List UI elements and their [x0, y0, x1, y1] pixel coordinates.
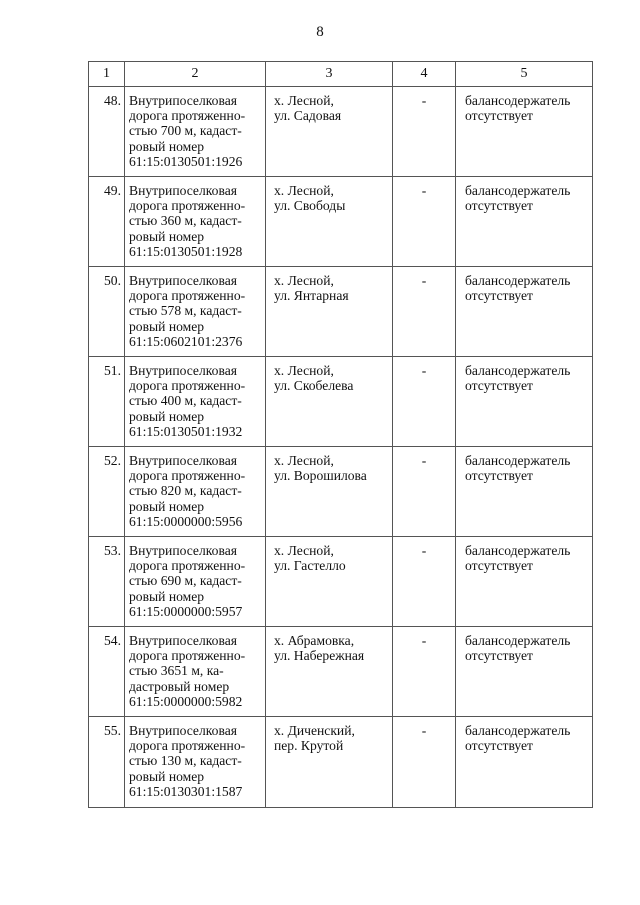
- object-name-line: ровый номер: [129, 588, 205, 604]
- address-cell: [266, 87, 393, 177]
- balance-holder-cell: [456, 177, 593, 267]
- object-name-line: Внутрипоселковая: [129, 543, 237, 558]
- balance-holder-line: балансодержатель: [465, 543, 571, 558]
- object-name-line: 61:15:0130501:1926: [129, 153, 243, 169]
- table-header-row: [89, 62, 593, 87]
- balance-holder-line: отсутствует: [465, 378, 534, 394]
- object-name-cell: [125, 537, 266, 627]
- object-name-line: стью 820 м, кадаст-: [129, 483, 242, 499]
- object-name-line: Внутрипоселковая: [129, 273, 237, 288]
- object-name-cell: [125, 447, 266, 537]
- address-line: ул. Скобелева: [274, 378, 354, 394]
- object-name-line: дорога протяженно-: [129, 738, 246, 754]
- object-name-cell: [125, 717, 266, 808]
- object-name-line: стью 130 м, кадаст-: [129, 753, 242, 769]
- balance-holder-line: балансодержатель: [465, 183, 571, 198]
- object-name-line: дорога протяженно-: [129, 288, 246, 304]
- object-name-line: дастровый номер: [129, 678, 230, 694]
- address-line: ул. Садовая: [274, 108, 342, 124]
- object-name-line: стью 360 м, кадаст-: [129, 213, 242, 229]
- balance-holder-line: балансодержатель: [465, 723, 571, 738]
- object-name-line: ровый номер: [129, 768, 205, 784]
- object-name-line: стью 700 м, кадаст-: [129, 123, 242, 139]
- object-name-line: дорога протяженно-: [129, 648, 246, 664]
- object-name-line: Внутрипоселковая: [129, 183, 237, 198]
- object-name-line: Внутрипоселковая: [129, 633, 237, 648]
- table-row: [89, 627, 593, 717]
- balance-holder-line: балансодержатель: [465, 453, 571, 468]
- object-name-line: 61:15:0130501:1928: [129, 243, 243, 259]
- balance-holder-line: балансодержатель: [465, 93, 571, 108]
- object-name-cell: [125, 87, 266, 177]
- column-4-cell: -: [393, 537, 456, 627]
- row-number: 48.: [89, 87, 125, 177]
- table-row: [89, 537, 593, 627]
- object-name-line: дорога протяженно-: [129, 558, 246, 574]
- row-number: 52.: [89, 447, 125, 537]
- address-line: х. Абрамовка,: [274, 633, 355, 648]
- address-line: ул. Ворошилова: [274, 468, 367, 484]
- address-line: х. Лесной,: [274, 93, 334, 108]
- address-cell: [266, 537, 393, 627]
- object-name-cell: [125, 357, 266, 447]
- object-name-line: ровый номер: [129, 318, 205, 334]
- balance-holder-line: отсутствует: [465, 198, 534, 214]
- column-header-3: 3: [266, 62, 393, 87]
- object-name-line: дорога протяженно-: [129, 108, 246, 124]
- object-name-line: Внутрипоселковая: [129, 363, 237, 378]
- table-body: [89, 87, 593, 808]
- address-line: х. Лесной,: [274, 273, 334, 288]
- column-4-cell: -: [393, 627, 456, 717]
- address-line: ул. Гастелло: [274, 558, 346, 574]
- balance-holder-line: балансодержатель: [465, 273, 571, 288]
- object-name-cell: [125, 267, 266, 357]
- table-row: [89, 357, 593, 447]
- balance-holder-line: балансодержатель: [465, 633, 571, 648]
- column-header-2: 2: [125, 62, 266, 87]
- balance-holder-line: отсутствует: [465, 288, 534, 304]
- object-name-line: стью 690 м, кадаст-: [129, 573, 242, 589]
- address-line: ул. Набережная: [274, 648, 365, 664]
- object-name-line: стью 3651 м, ка-: [129, 663, 224, 679]
- row-number: 53.: [89, 537, 125, 627]
- object-name-line: ровый номер: [129, 138, 205, 154]
- balance-holder-cell: [456, 87, 593, 177]
- balance-holder-cell: [456, 537, 593, 627]
- row-number: 49.: [89, 177, 125, 267]
- object-name-line: ровый номер: [129, 228, 205, 244]
- address-line: х. Лесной,: [274, 363, 334, 378]
- balance-holder-cell: [456, 267, 593, 357]
- address-cell: [266, 627, 393, 717]
- object-name-line: Внутрипоселковая: [129, 93, 237, 108]
- address-line: х. Лесной,: [274, 183, 334, 198]
- object-name-line: 61:15:0130501:1932: [129, 423, 243, 439]
- object-name-line: 61:15:0000000:5957: [129, 603, 243, 619]
- row-number: 51.: [89, 357, 125, 447]
- object-name-line: 61:15:0130301:1587: [129, 783, 243, 799]
- object-name-line: 61:15:0602101:2376: [129, 333, 243, 349]
- address-cell: [266, 267, 393, 357]
- table-row: [89, 717, 593, 808]
- address-line: пер. Крутой: [274, 738, 344, 754]
- table-row: [89, 87, 593, 177]
- row-number: 54.: [89, 627, 125, 717]
- address-line: ул. Янтарная: [274, 288, 349, 304]
- balance-holder-cell: [456, 627, 593, 717]
- column-4-cell: -: [393, 267, 456, 357]
- property-registry-table: [88, 61, 593, 808]
- row-number: 50.: [89, 267, 125, 357]
- balance-holder-line: отсутствует: [465, 468, 534, 484]
- column-header-4: 4: [393, 62, 456, 87]
- balance-holder-line: балансодержатель: [465, 363, 571, 378]
- page-number: 8: [316, 24, 324, 40]
- column-header-5: 5: [456, 62, 593, 87]
- column-4-cell: -: [393, 177, 456, 267]
- object-name-cell: [125, 627, 266, 717]
- balance-holder-line: отсутствует: [465, 648, 534, 664]
- address-cell: [266, 357, 393, 447]
- object-name-line: Внутрипоселковая: [129, 453, 237, 468]
- balance-holder-cell: [456, 357, 593, 447]
- balance-holder-cell: [456, 717, 593, 808]
- column-4-cell: -: [393, 87, 456, 177]
- balance-holder-line: отсутствует: [465, 558, 534, 574]
- row-number: 55.: [89, 717, 125, 808]
- address-cell: [266, 177, 393, 267]
- balance-holder-line: отсутствует: [465, 108, 534, 124]
- object-name-line: стью 578 м, кадаст-: [129, 303, 242, 319]
- balance-holder-line: отсутствует: [465, 738, 534, 754]
- balance-holder-cell: [456, 447, 593, 537]
- column-4-cell: -: [393, 447, 456, 537]
- object-name-line: Внутрипоселковая: [129, 723, 237, 738]
- address-cell: [266, 447, 393, 537]
- address-line: ул. Свободы: [274, 198, 346, 214]
- table-row: [89, 447, 593, 537]
- address-cell: [266, 717, 393, 808]
- object-name-line: 61:15:0000000:5956: [129, 513, 243, 529]
- address-line: х. Лесной,: [274, 543, 334, 558]
- column-4-cell: -: [393, 717, 456, 808]
- object-name-line: ровый номер: [129, 408, 205, 424]
- address-line: х. Лесной,: [274, 453, 334, 468]
- table-row: [89, 177, 593, 267]
- object-name-cell: [125, 177, 266, 267]
- column-4-cell: -: [393, 357, 456, 447]
- object-name-line: 61:15:0000000:5982: [129, 693, 243, 709]
- object-name-line: дорога протяженно-: [129, 198, 246, 214]
- address-line: х. Диченский,: [274, 723, 355, 738]
- object-name-line: дорога протяженно-: [129, 468, 246, 484]
- table-row: [89, 267, 593, 357]
- object-name-line: стью 400 м, кадаст-: [129, 393, 242, 409]
- column-header-1: 1: [89, 62, 125, 87]
- object-name-line: ровый номер: [129, 498, 205, 514]
- object-name-line: дорога протяженно-: [129, 378, 246, 394]
